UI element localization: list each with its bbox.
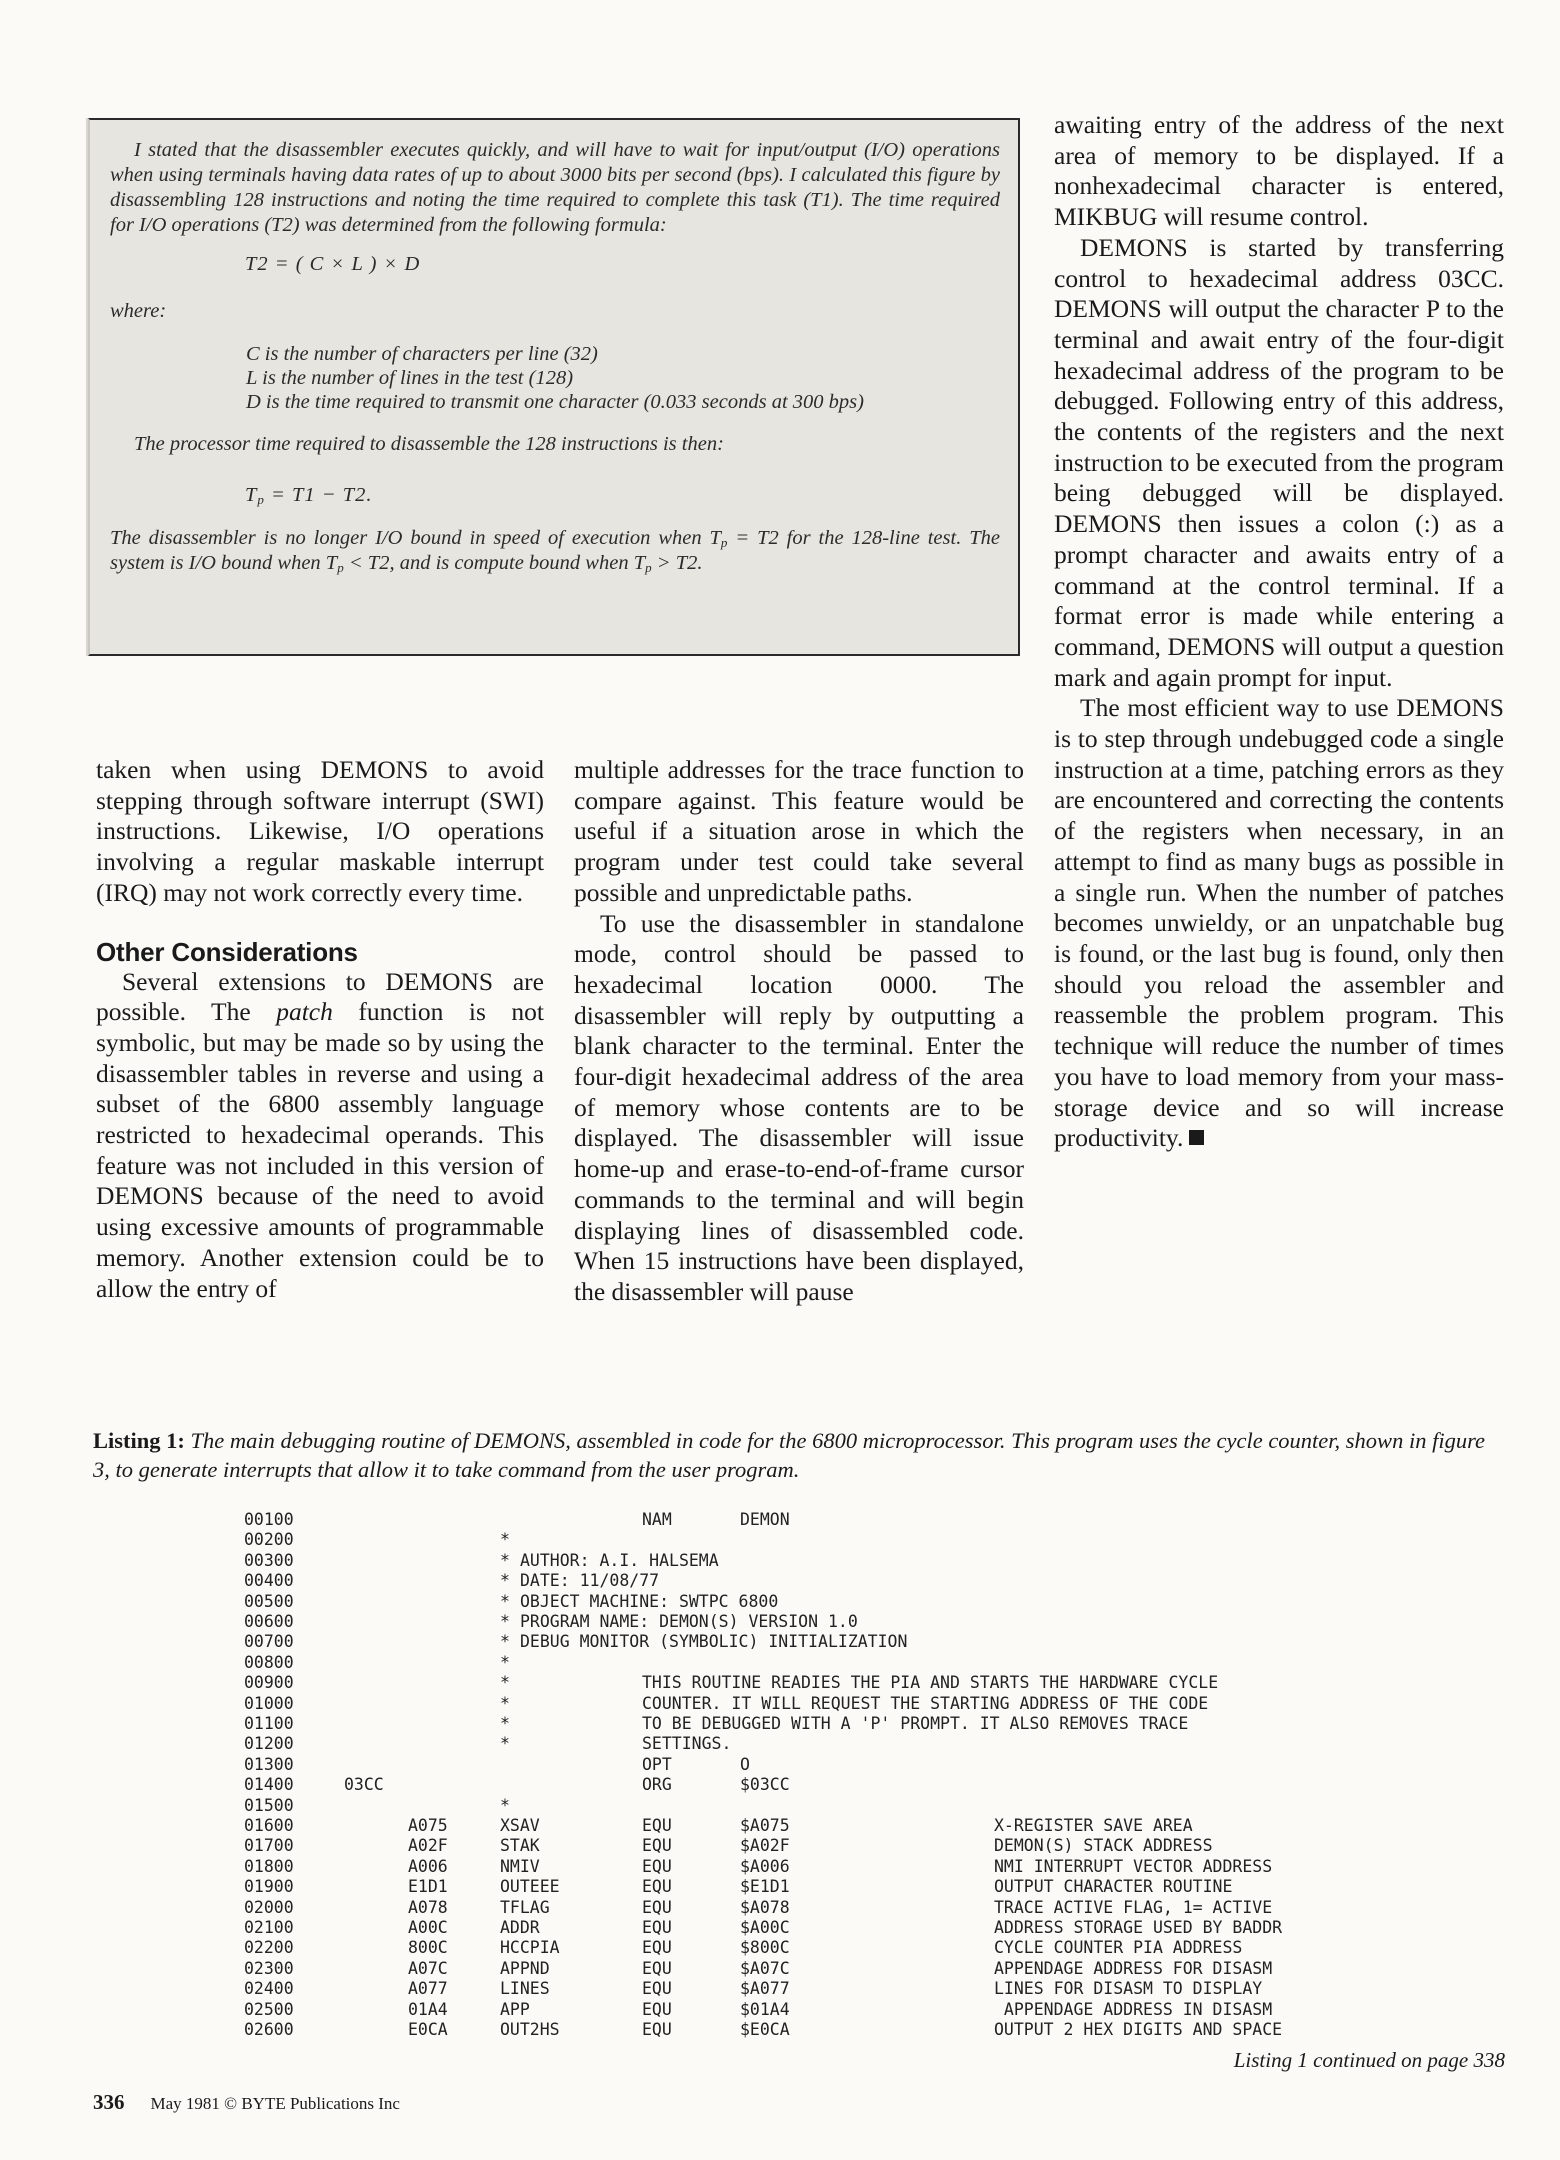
listing-opcode: NAM xyxy=(642,1510,672,1529)
listing-label: ADDR xyxy=(500,1918,540,1937)
end-mark-icon xyxy=(1189,1130,1204,1145)
listing-header-text: DATE: 11/08/77 xyxy=(520,1571,660,1591)
listing-comment: APPENDAGE ADDRESS FOR DISASM xyxy=(994,1958,1273,1978)
listing-operand: O xyxy=(740,1754,750,1774)
listing-location: 03CC xyxy=(344,1775,384,1795)
col1-paragraph-2 xyxy=(96,967,544,1305)
listing-line xyxy=(244,1592,1444,1612)
listing-operand: DEMON xyxy=(740,1510,790,1529)
tp-subscript: p xyxy=(645,560,652,575)
listing-operand: $A02F xyxy=(740,1836,790,1856)
listing-line-number: 01600 xyxy=(244,1816,294,1835)
listing-line xyxy=(244,1816,1444,1836)
listing-operand: $A00C xyxy=(740,1918,790,1937)
listing-object-code: A006 xyxy=(408,1856,448,1876)
listing-line-number: 01400 xyxy=(244,1775,294,1795)
listing-object-code: A07C xyxy=(408,1958,448,1978)
text-column-1 xyxy=(96,755,544,1304)
listing-object-code: A075 xyxy=(408,1816,448,1835)
listing-line xyxy=(244,1612,1444,1632)
listing-line xyxy=(244,1938,1444,1958)
listing-label: TFLAG xyxy=(500,1897,550,1917)
listing-line-number: 02500 xyxy=(244,1999,294,2019)
listing-line xyxy=(244,1755,1444,1775)
tp-subscript: p xyxy=(720,535,728,550)
listing-comment: X-REGISTER SAVE AREA xyxy=(994,1816,1193,1835)
listing-line xyxy=(244,1551,1444,1571)
listing-comment-star: * xyxy=(500,1714,510,1733)
listing-object-code: E1D1 xyxy=(408,1877,448,1897)
sidebar-tp-formula xyxy=(245,483,1000,508)
page-footer xyxy=(93,2090,400,2116)
listing-line-number: 01200 xyxy=(244,1734,294,1754)
listing-opcode: EQU xyxy=(642,1877,672,1897)
col3-paragraph-3 xyxy=(1054,693,1504,1154)
listing-line-number: 01100 xyxy=(244,1714,294,1733)
listing-line xyxy=(244,1510,1444,1530)
listing-header-text: PROGRAM NAME: DEMON(S) VERSION 1.0 xyxy=(520,1612,858,1631)
listing-line xyxy=(244,1877,1444,1897)
caption-label: Listing 1: xyxy=(93,1428,185,1453)
col1-paragraph-1: taken when using DEMONS to avoid stepping through software interrupt (SWI) instructions. Likewise, I/O operations involving a regular maskable interrupt (IRQ) may not work correctly every time. xyxy=(96,755,544,907)
listing-line-number: 01300 xyxy=(244,1754,294,1774)
listing-line-number: 00700 xyxy=(244,1632,294,1652)
listing-line-number: 00800 xyxy=(244,1652,294,1672)
listing-comment: LINES FOR DISASM TO DISPLAY xyxy=(994,1979,1263,1999)
listing-line-number: 01000 xyxy=(244,1693,294,1713)
listing-line-number: 00400 xyxy=(244,1571,294,1591)
listing-line xyxy=(244,2000,1444,2020)
listing-line-number: 01500 xyxy=(244,1795,294,1815)
listing-comment-star: * xyxy=(500,1591,510,1611)
listing-label: HCCPIA xyxy=(500,1938,560,1958)
listing-line-number: 00100 xyxy=(244,1510,294,1529)
listing-line xyxy=(244,1714,1444,1734)
listing-comment-star: * xyxy=(500,1612,510,1631)
listing-line xyxy=(244,1857,1444,1877)
listing-opcode: SETTINGS. xyxy=(642,1734,732,1754)
sidebar-intro: I stated that the disassembler executes quickly, and will have to wait for input/output (I/O) operations when using terminals having data rates of up to about 3000 bits per second (bps). I calculated this figure by disassembling 128 instructions and noting the time required to complete this task (T1). The time required for I/O operations (T2) was determined from the following formula: xyxy=(110,139,1000,236)
listing-line-number: 01800 xyxy=(244,1856,294,1876)
listing-line-number: 00200 xyxy=(244,1530,294,1550)
text-column-3 xyxy=(1054,110,1504,1154)
tp-subscript: p xyxy=(337,560,344,575)
sidebar-box xyxy=(88,118,1020,656)
listing-caption xyxy=(93,1427,1503,1484)
col3-paragraph-2: DEMONS is started by transferring control to hexadecimal address 03CC. DEMONS will output the character P to the terminal and await entry of the four-digit hexadecimal address of the program to be debugged. Following entry of this address, the contents of the registers and the next instruction to be executed from the program being debugged will be displayed. DEMONS then issues a colon (:) as a prompt character and awaits entry of a command at the control terminal. If a format error is made while entering a command, DEMONS will output a question mark and again prompt for input. xyxy=(1054,232,1504,692)
listing-opcode: EQU xyxy=(642,1897,672,1917)
listing-label: OUT2HS xyxy=(500,2020,560,2039)
footer-text: May 1981 © BYTE Publications Inc xyxy=(150,2094,400,2113)
listing-operand: $A078 xyxy=(740,1897,790,1917)
listing-opcode: ORG xyxy=(642,1775,672,1795)
listing-operand: $03CC xyxy=(740,1775,790,1795)
listing-comment-star: * xyxy=(500,1550,510,1570)
listing-line xyxy=(244,1959,1444,1979)
definition-l: L is the number of lines in the test (128) xyxy=(246,367,574,389)
listing-line-number: 02300 xyxy=(244,1958,294,1978)
col1-p2-emphasis: patch xyxy=(276,997,333,1027)
listing-comment: OUTPUT 2 HEX DIGITS AND SPACE xyxy=(994,2020,1283,2039)
listing-line-number: 00300 xyxy=(244,1550,294,1570)
listing-line xyxy=(244,1530,1444,1550)
listing-comment: DEMON(S) STACK ADDRESS xyxy=(994,1836,1213,1856)
listing-opcode: EQU xyxy=(642,1836,672,1856)
listing-operand: $A077 xyxy=(740,1979,790,1999)
listing-header-text: AUTHOR: A.I. HALSEMA xyxy=(520,1550,719,1570)
listing-line xyxy=(244,1979,1444,1999)
listing-comment: ADDRESS STORAGE USED BY BADDR xyxy=(994,1918,1283,1937)
col3-paragraph-1: awaiting entry of the address of the next area of memory to be displayed. If a nonhexadecimal character is entered, MIKBUG will resume control. xyxy=(1054,110,1504,232)
conclusion-part: < T2, and is compute bound when T xyxy=(343,552,646,574)
listing-object-code: 800C xyxy=(408,1938,448,1958)
listing-opcode: EQU xyxy=(642,1979,672,1999)
listing-opcode: EQU xyxy=(642,2020,672,2039)
listing-line-number: 02600 xyxy=(244,2020,294,2039)
listing-comment-star: * xyxy=(500,1632,510,1652)
listing-object-code: A077 xyxy=(408,1979,448,1999)
listing-operand: $A07C xyxy=(740,1958,790,1978)
sidebar-conclusion xyxy=(110,526,1000,576)
listing-label: NMIV xyxy=(500,1856,540,1876)
sidebar-where: where: xyxy=(110,300,167,322)
listing-label: OUTEEE xyxy=(500,1877,560,1897)
sidebar-processor-time: The processor time required to disassemble the 128 instructions is then: xyxy=(134,433,724,455)
listing-line-number: 02000 xyxy=(244,1897,294,1917)
listing-line xyxy=(244,1673,1444,1693)
listing-line xyxy=(244,1898,1444,1918)
listing-opcode: EQU xyxy=(642,1856,672,1876)
listing-opcode: EQU xyxy=(642,1938,672,1958)
listing-line xyxy=(244,1571,1444,1591)
listing-line-number: 02400 xyxy=(244,1979,294,1999)
listing-line-number: 01900 xyxy=(244,1877,294,1897)
listing-continued-note: Listing 1 continued on page 338 xyxy=(1233,2048,1505,2072)
listing-header-text: OBJECT MACHINE: SWTPC 6800 xyxy=(520,1591,779,1611)
listing-comment: NMI INTERRUPT VECTOR ADDRESS xyxy=(994,1856,1273,1876)
listing-comment: OUTPUT CHARACTER ROUTINE xyxy=(994,1877,1233,1897)
listing-object-code: 01A4 xyxy=(408,1999,448,2019)
page-number: 336 xyxy=(93,2090,125,2114)
conclusion-part: > T2. xyxy=(651,552,703,574)
listing-line-number: 00500 xyxy=(244,1591,294,1611)
listing-opcode: OPT xyxy=(642,1754,672,1774)
listing-comment-star: * xyxy=(500,1571,510,1591)
listing-line xyxy=(244,1775,1444,1795)
listing-opcode: EQU xyxy=(642,1999,672,2019)
listing-opcode: COUNTER. IT WILL REQUEST THE STARTING ADDRESS OF THE CODE xyxy=(642,1693,1209,1713)
text-column-2 xyxy=(574,755,1024,1308)
listing-object-code: E0CA xyxy=(408,2020,448,2039)
listing-comment: CYCLE COUNTER PIA ADDRESS xyxy=(994,1938,1243,1958)
listing-operand: $01A4 xyxy=(740,1999,790,2019)
sidebar-definitions xyxy=(246,342,1000,414)
tp-symbol: T xyxy=(245,484,258,506)
listing-line-number: 01700 xyxy=(244,1836,294,1856)
listing-line-number: 02200 xyxy=(244,1938,294,1958)
listing-opcode: EQU xyxy=(642,1816,672,1835)
listing-operand: $A006 xyxy=(740,1856,790,1876)
listing-object-code: A02F xyxy=(408,1836,448,1856)
listing-operand: $A075 xyxy=(740,1816,790,1835)
col2-paragraph-1: multiple addresses for the trace function to compare against. This feature would be useful if a situation arose in which the program under test could take several possible and unpredictable paths. xyxy=(574,755,1024,907)
listing-comment-star: * xyxy=(500,1795,510,1815)
listing-label: LINES xyxy=(500,1979,550,1999)
listing-comment-star: * xyxy=(500,1652,510,1672)
listing-label: STAK xyxy=(500,1836,540,1856)
listing-line-number: 00900 xyxy=(244,1673,294,1693)
listing-object-code: A00C xyxy=(408,1918,448,1937)
listing-comment: APPENDAGE ADDRESS IN DISASM xyxy=(994,1999,1273,2019)
listing-comment: TRACE ACTIVE FLAG, 1= ACTIVE xyxy=(994,1897,1273,1917)
listing-line-number: 00600 xyxy=(244,1612,294,1631)
listing-comment-star: * xyxy=(500,1673,510,1693)
listing-comment-star: * xyxy=(500,1734,510,1754)
listing-opcode: EQU xyxy=(642,1958,672,1978)
col2-paragraph-2: To use the disassembler in standalone mode, control should be passed to hexadecimal location 0000. The disassembler will reply by outputting a blank character to the terminal. Enter the four-digit hexadecimal address of the area of memory whose contents are to be displayed. The disassembler will issue home-up and erase-to-end-of-frame cursor commands to the terminal and will begin displaying lines of disassembled code. When 15 instructions have been displayed, the disassembler will pause xyxy=(574,908,1024,1306)
col3-p3-text: The most efficient way to use DEMONS is to step through undebugged code a single instruction at a time, patching errors as they are encountered and correcting the contents of the registers when necessary, in an attempt to find as many bugs as possible in a single run. When the number of patches becomes unwieldy, or an unpatchable bug is found, or the last bug is found, only then should you reload the assembler and reassemble the problem program. This technique will reduce the number of times you have to load memory from your mass-storage device and so will increase productivity. xyxy=(1054,693,1504,1153)
listing-opcode: THIS ROUTINE READIES THE PIA AND STARTS THE HARDWARE CYCLE xyxy=(642,1673,1219,1693)
listing-line xyxy=(244,1836,1444,1856)
listing-opcode: TO BE DEBUGGED WITH A 'P' PROMPT. IT ALSO REMOVES TRACE xyxy=(642,1714,1189,1733)
listing-line xyxy=(244,1918,1444,1938)
col1-p2-start: Several extensions to DEMONS are possible. The xyxy=(96,966,544,1027)
listing-line xyxy=(244,1694,1444,1714)
listing-label: APPND xyxy=(500,1958,550,1978)
tp-rest: = T1 − T2. xyxy=(264,484,373,506)
listing-line-number: 02100 xyxy=(244,1918,294,1937)
listing-label: XSAV xyxy=(500,1816,540,1835)
listing-comment-star: * xyxy=(500,1530,510,1550)
tp-subscript: p xyxy=(257,492,265,507)
listing-line xyxy=(244,1734,1444,1754)
conclusion-part: = T2 for the 128-line test. The system is I/O bound when T xyxy=(110,527,1000,574)
listing-comment-star: * xyxy=(500,1693,510,1713)
col1-p2-end: function is not symbolic, but may be made so by using the disassembler tables in reverse and using a subset of the 6800 assembly language restricted to hexadecimal operands. This feature was not included in this version of DEMONS because of the need to avoid using excessive amounts of programmable memory. Another extension could be to allow the entry of xyxy=(96,997,544,1303)
section-heading: Other Considerations xyxy=(96,936,358,967)
listing-operand: $E0CA xyxy=(740,2020,790,2039)
caption-text: The main debugging routine of DEMONS, assembled in code for the 6800 microprocessor. This program uses the cycle counter, shown in figure 3, to generate interrupts that allow it to take command from the user program. xyxy=(93,1428,1485,1482)
code-listing xyxy=(244,1510,1444,2050)
listing-label: APP xyxy=(500,1999,530,2019)
listing-header-text: DEBUG MONITOR (SYMBOLIC) INITIALIZATION xyxy=(520,1632,908,1652)
listing-line xyxy=(244,1653,1444,1673)
definition-d: D is the time required to transmit one character (0.033 seconds at 300 bps) xyxy=(246,391,864,413)
listing-opcode: EQU xyxy=(642,1918,672,1937)
conclusion-part: The disassembler is no longer I/O bound in speed of execution when T xyxy=(110,527,721,549)
sidebar-formula: T2 = ( C × L ) × D xyxy=(245,253,421,275)
listing-line xyxy=(244,2020,1444,2040)
listing-line xyxy=(244,1796,1444,1816)
listing-line xyxy=(244,1632,1444,1652)
definition-c: C is the number of characters per line (32) xyxy=(246,343,598,365)
listing-operand: $E1D1 xyxy=(740,1877,790,1897)
listing-operand: $800C xyxy=(740,1938,790,1958)
listing-object-code: A078 xyxy=(408,1897,448,1917)
